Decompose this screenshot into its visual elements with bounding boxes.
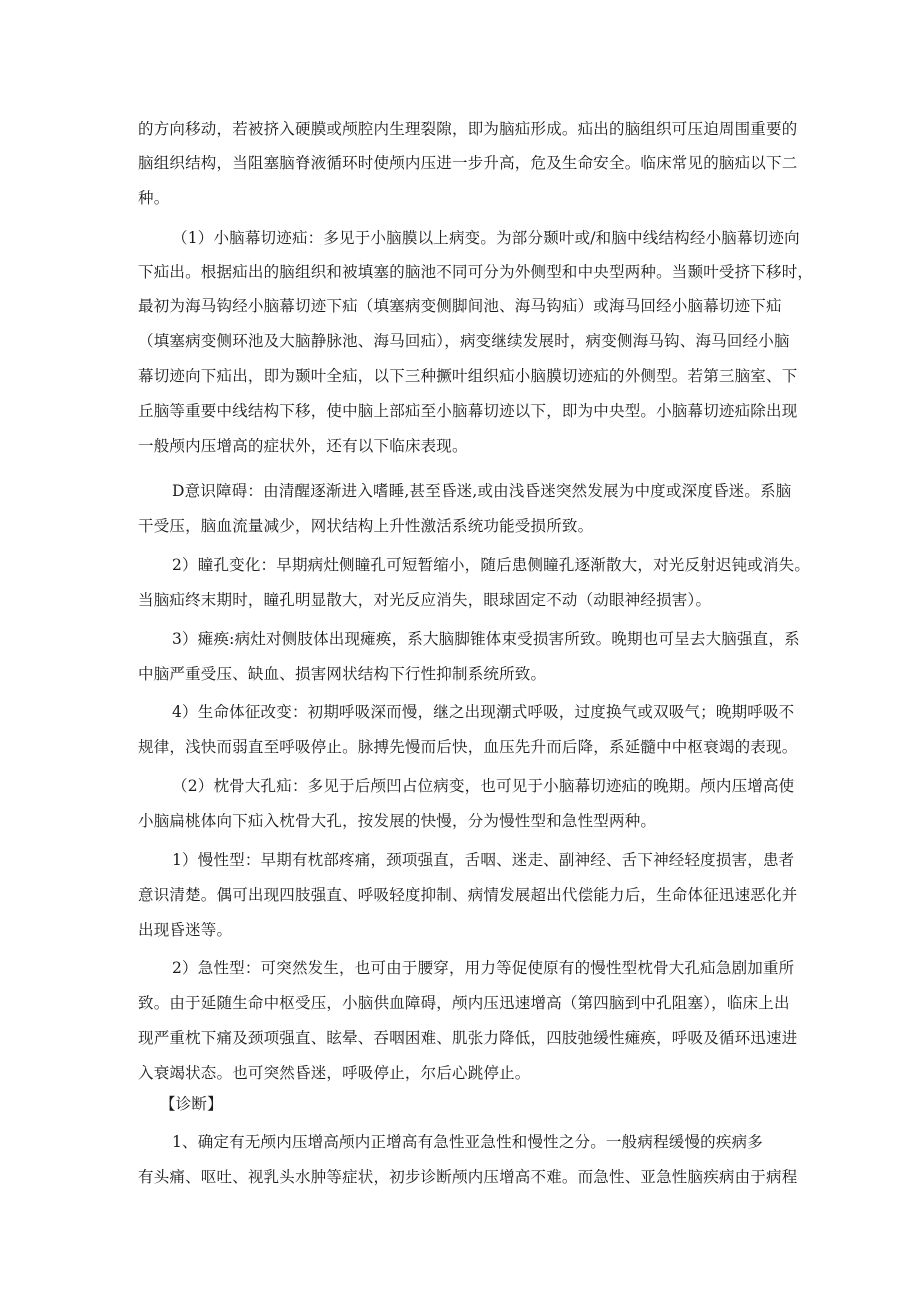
text-line: 现严重枕下痛及颈项强直、眩晕、吞咽困难、肌张力降低，四肢弛缓性瘫痪，呼吸及循环迅速进 <box>138 1029 798 1047</box>
text-line: 3）瘫痪:病灶对侧肢体出现瘫痪，系大脑脚锥体束受损害所致。晚期也可呈去大脑强直，系 <box>172 630 800 648</box>
text-line: （1）小脑幕切迹疝：多见于小脑膜以上病变。为部分颞叶或/和脑中线结构经小脑幕切迹向 <box>172 229 800 247</box>
text-line: 出现昏迷等。 <box>138 921 233 939</box>
text-line: 中脑严重受压、缺血、损害网状结构下行性抑制系统所致。 <box>138 665 547 683</box>
text-line: 下疝出。根据疝出的脑组织和被填塞的脑池不同可分为外侧型和中央型两种。当颞叶受挤下移时， <box>138 263 814 281</box>
text-line: 当脑疝终末期时，瞳孔明显散大，对光反应消失，眼球固定不动（动眼神经损害）。 <box>138 591 712 609</box>
text-line: 脑组织结构，当阻塞脑脊液循环时使颅内压进一步升高，危及生命安全。临床常见的脑疝以下二 <box>138 154 798 172</box>
text-line: （2）枕骨大孔疝：多见于后颅凹占位病变，也可见于小脑幕切迹疝的晚期。颅内压增高使 <box>172 777 795 795</box>
text-line: （填塞病变侧环池及大脑静脉池、海马回疝），病变继续发展时，病变侧海马钩、海马回经小脑 <box>138 332 790 350</box>
text-line: 1、确定有无颅内压增高颅内正增高有急性亚急性和慢性之分。一般病程缓慢的疾病多 <box>172 1133 763 1151</box>
text-line: D意识障碍：由清醒逐渐进入嗜睡,甚至昏迷,或由浅昏迷突然发展为中度或深度昏迷。系脑 <box>172 482 792 500</box>
text-line: 致。由于延随生命中枢受压，小脑供血障碍，颅内压迅速增高（第四脑到中孔阻塞），临床上出 <box>138 994 790 1012</box>
text-line: 一般颅内压增高的症状外，还有以下临床表现。 <box>138 437 468 455</box>
text-line: 2）瞳孔变化：早期病灶侧瞳孔可短暂缩小，随后患侧瞳孔逐渐散大，对光反射迟钝或消失。 <box>172 556 811 574</box>
text-line: 4）生命体征改变：初期呼吸深而慢，继之出现潮式呼吸，过度换气或双吸气；晚期呼吸不 <box>172 703 795 721</box>
section-heading: 【诊断】 <box>160 1095 223 1113</box>
text-line: 干受压，脑血流量减少，网状结构上升性激活系统功能受损所致。 <box>138 517 594 535</box>
text-line: 小脑扁桃体向下疝入枕骨大孔，按发展的快慢，分为慢性型和急性型两种。 <box>138 812 657 830</box>
text-line: 有头痛、呕吐、视乳头水肿等症状，初步诊断颅内压增高不难。而急性、亚急性脑疾病由于病程 <box>138 1168 798 1186</box>
text-line: 2）急性型：可突然发生，也可由于腰穿，用力等促使原有的慢性型枕骨大孔疝急剧加重所 <box>172 959 795 977</box>
text-line: 丘脑等重要中线结构下移，使中脑上部疝至小脑幕切迹以下，即为中央型。小脑幕切迹疝除出现 <box>138 402 798 420</box>
text-line: 入衰竭状态。也可突然昏迷，呼吸停止，尔后心跳停止。 <box>138 1064 531 1082</box>
text-line: 1）慢性型：早期有枕部疼痛，颈项强直，舌咽、迷走、副神经、舌下神经轻度损害，患者 <box>172 851 795 869</box>
text-line: 幕切迹向下疝出，即为颞叶全疝，以下三种撅叶组织疝小脑膜切迹疝的外侧型。若第三脑室、下 <box>138 367 798 385</box>
text-line: 的方向移动，若被挤入硬膜或颅腔内生理裂隙，即为脑疝形成。疝出的脑组织可压迫周围重要的 <box>138 120 798 138</box>
text-line: 规律，浅快而弱直至呼吸停止。脉搏先慢而后快，血压先升而后降，系延髓中中枢衰竭的表现。 <box>138 738 798 756</box>
text-line: 种。 <box>138 189 170 207</box>
text-line: 最初为海马钩经小脑幕切迹下疝（填塞病变侧脚间池、海马钩疝）或海马回经小脑幕切迹下疝 <box>138 297 782 315</box>
text-line: 意识清楚。偶可出现四肢强直、呼吸轻度抑制、病情发展超出代偿能力后，生命体征迅速恶化并 <box>138 886 798 904</box>
